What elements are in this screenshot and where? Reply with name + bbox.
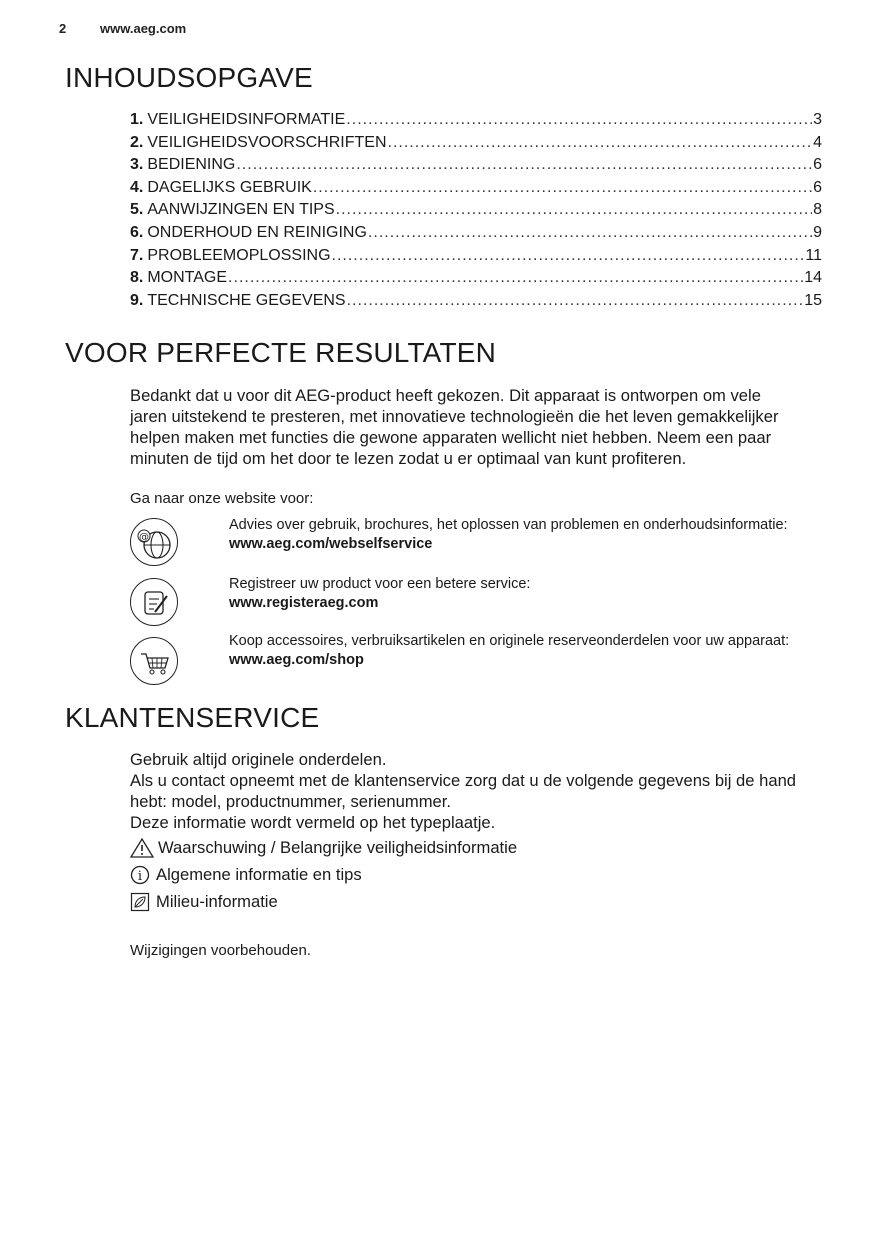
legend-info: i Algemene informatie en tips <box>130 864 362 886</box>
service-line-2: Als u contact opneemt met de klantenservice zorg dat u de volgende gegevens bij de hand hebt: model, productnummer, serienummer. <box>130 771 797 811</box>
page-header <box>59 21 186 36</box>
service-item-shop: Koop accessoires, verbruiksartikelen en originele reserveonderdelen voor uw apparaat: www.aeg.com/shop <box>229 632 809 670</box>
toc-entry[interactable]: 4. DAGELIJKS GEBRUIK ..... 6 <box>130 177 822 200</box>
register-note-icon <box>130 578 178 626</box>
support-link[interactable]: www.aeg.com/webselfservice <box>229 536 433 552</box>
toc-entry[interactable]: 6. ONDERHOUD EN REINIGING ..... 9 <box>130 222 822 245</box>
register-link[interactable]: www.registeraeg.com <box>229 595 379 611</box>
svg-text:i: i <box>137 869 143 884</box>
site-url[interactable]: www.aeg.com <box>100 21 187 36</box>
results-visit: Ga naar onze website voor: <box>130 490 314 507</box>
toc-entry[interactable]: 2. VEILIGHEIDSVOORSCHRIFTEN ..... 4 <box>130 132 822 155</box>
warning-triangle-icon <box>130 838 154 858</box>
footer-note: Wijzigingen voorbehouden. <box>130 942 311 959</box>
toc-entry[interactable]: 9. TECHNISCHE GEGEVENS ..... 15 <box>130 290 822 313</box>
legend-warning: Waarschuwing / Belangrijke veiligheidsinformatie <box>130 837 517 859</box>
svg-text:@: @ <box>139 532 149 543</box>
toc-entry[interactable]: 7. PROBLEEMOPLOSSING ..... 11 <box>130 245 822 268</box>
toc-entry[interactable]: 5. AANWIJZINGEN EN TIPS ..... 8 <box>130 199 822 222</box>
service-item-register: Registreer uw product voor een betere service: www.registeraeg.com <box>229 575 809 613</box>
results-title: VOOR PERFECTE RESULTATEN <box>65 337 497 368</box>
legend-environment: Milieu-informatie <box>130 891 278 913</box>
shop-link[interactable]: www.aeg.com/shop <box>229 652 364 668</box>
service-title: KLANTENSERVICE <box>65 702 320 733</box>
shopping-cart-icon <box>130 637 178 685</box>
web-globe-icon <box>130 518 178 566</box>
toc-entry[interactable]: 3. BEDIENING ..... 6 <box>130 154 822 177</box>
toc-entry[interactable]: 1. VEILIGHEIDSINFORMATIE ..... 3 <box>130 109 822 132</box>
table-of-contents <box>130 109 822 312</box>
service-item-support: Advies over gebruik, brochures, het oplossen van problemen en onderhoudsinformatie: www.aeg.com/webselfservice <box>229 516 809 554</box>
environment-leaf-icon <box>130 892 152 912</box>
info-circle-icon <box>130 865 152 885</box>
service-line-1: Gebruik altijd originele onderdelen. <box>130 750 387 769</box>
page-number: 2 <box>59 21 67 36</box>
service-line-3: Deze informatie wordt vermeld op het typeplaatje. <box>130 813 496 832</box>
results-intro: Bedankt dat u voor dit AEG-product heeft gekozen. Dit apparaat is ontworpen om vele jaren uitstekend te presteren, met innovatieve technologieën die het leven gemakkelijker helpen maken met functies die gewone apparaten wellicht niet hebben. Neem een paar minuten de tijd om het door te lezen zodat u er optimaal van kunt profiteren. <box>130 386 779 468</box>
toc-title: INHOUDSOPGAVE <box>65 62 313 93</box>
toc-entry[interactable]: 8. MONTAGE ..... 14 <box>130 267 822 290</box>
